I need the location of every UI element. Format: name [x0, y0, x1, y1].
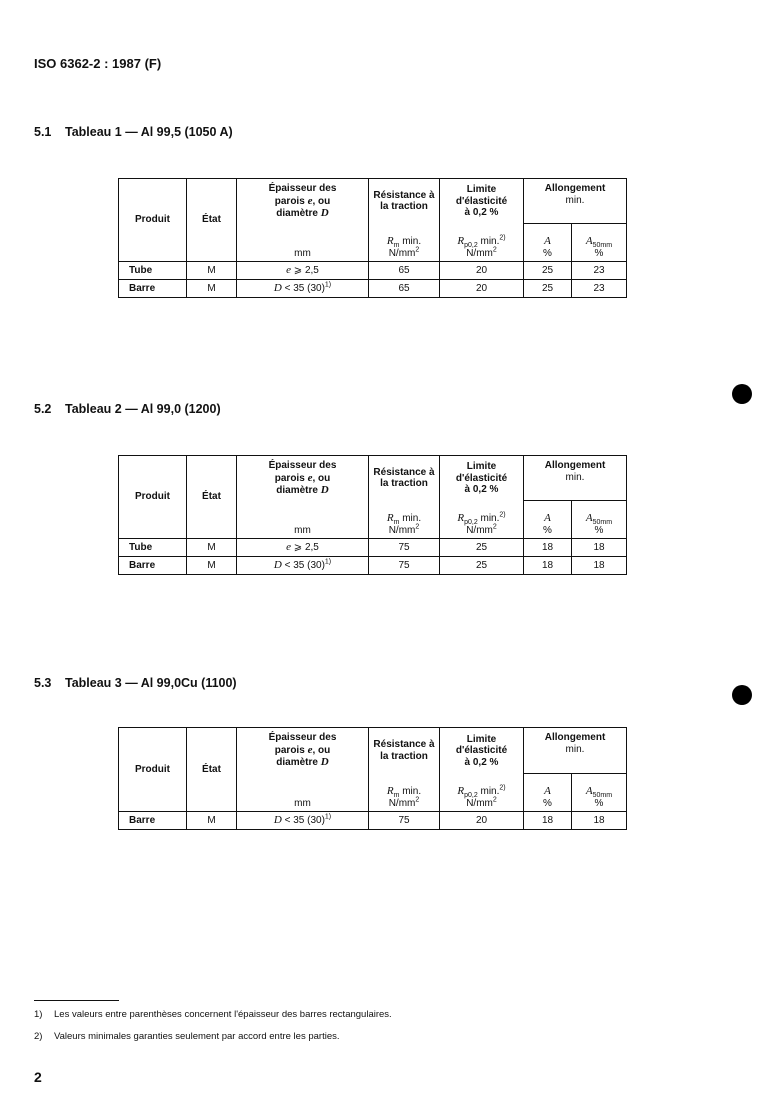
footnote-2: 2) Valeurs minimales garanties seulement par accord entre les parties.: [34, 1031, 340, 1042]
footnote-divider: [34, 1000, 119, 1001]
col-header-etat: État: [187, 179, 237, 262]
section-title-text: Tableau 1 — Al 99,5 (1050 A): [65, 125, 233, 139]
table-3: [118, 727, 627, 830]
col-header-allongement: Allongement min.: [524, 456, 627, 501]
col-header-epaisseur: Épaisseur des parois e, ou diamètre D: [237, 179, 369, 224]
col-header-etat: État: [187, 456, 237, 539]
section-title-text: Tableau 3 — Al 99,0Cu (1100): [65, 676, 237, 690]
unit-a: A %: [524, 224, 572, 262]
section-number: 5.2: [34, 402, 52, 416]
unit-mm: mm: [237, 501, 369, 539]
col-header-produit: Produit: [119, 456, 187, 539]
unit-mm: mm: [237, 774, 369, 812]
unit-a50: $A_{50mm}$ %: [572, 224, 627, 262]
margin-bullet: [732, 685, 752, 705]
table-row: Barre M D < 35 $(30)^{1)}$ 65 20 25 23: [119, 280, 627, 298]
unit-rp: $R_{p0,2}$ min.$^{2)}$ $N/mm^2$: [440, 224, 524, 262]
section-number: 5.1: [34, 125, 52, 139]
table-row: Barre M D < 35 $(30)^{1)}$ 75 25 18 18: [119, 557, 627, 575]
table-row: Barre M D < 35 $(30)^{1)}$ 75 20 18 18: [119, 812, 627, 830]
col-header-limite: Limite d'élasticité à 0,2 %: [440, 728, 524, 774]
col-header-resistance: Résistance à la traction: [369, 728, 440, 774]
table-row: Tube M e ⩾ 2,5 75 25 18 18: [119, 539, 627, 557]
section-title-text: Tableau 2 — Al 99,0 (1200): [65, 402, 221, 416]
col-header-allongement: Allongement min.: [524, 179, 627, 224]
unit-rm: $R_m$ min. $N/mm^2$: [369, 774, 440, 812]
unit-rp: $R_{p0,2}$ min.$^{2)}$ $N/mm^2$: [440, 774, 524, 812]
col-header-resistance: Résistance à la traction: [369, 456, 440, 501]
table-2: [118, 455, 627, 575]
col-header-allongement: Allongement min.: [524, 728, 627, 774]
col-header-epaisseur: Épaisseur des parois e, ou diamètre D: [237, 456, 369, 501]
unit-rm: $R_m$ min. $N/mm^2$: [369, 224, 440, 262]
unit-a50: $A_{50mm}$ %: [572, 501, 627, 539]
section-title-5-1: [34, 125, 233, 139]
unit-rp: $R_{p0,2}$ min.$^{2)}$ $N/mm^2$: [440, 501, 524, 539]
unit-mm: mm: [237, 224, 369, 262]
margin-bullet: [732, 384, 752, 404]
section-number: 5.3: [34, 676, 52, 690]
unit-a: A %: [524, 501, 572, 539]
table-row: Tube M e ⩾ 2,5 65 20 25 23: [119, 262, 627, 280]
document-header: ISO 6362-2 : 1987 (F): [34, 56, 162, 71]
col-header-resistance: Résistance à la traction: [369, 179, 440, 224]
page-number: 2: [34, 1069, 42, 1085]
col-header-produit: Produit: [119, 728, 187, 812]
unit-rm: $R_m$ min. $N/mm^2$: [369, 501, 440, 539]
unit-a: A %: [524, 774, 572, 812]
section-title-5-2: [34, 402, 221, 416]
section-title-5-3: [34, 676, 237, 690]
col-header-limite: Limite d'élasticité à 0,2 %: [440, 179, 524, 224]
col-header-etat: État: [187, 728, 237, 812]
col-header-epaisseur: Épaisseur des parois e, ou diamètre D: [237, 728, 369, 774]
col-header-produit: Produit: [119, 179, 187, 262]
footnote-1: 1) Les valeurs entre parenthèses concernent l'épaisseur des barres rectangulaires.: [34, 1009, 392, 1020]
table-1: [118, 178, 627, 298]
col-header-limite: Limite d'élasticité à 0,2 %: [440, 456, 524, 501]
unit-a50: $A_{50mm}$ %: [572, 774, 627, 812]
